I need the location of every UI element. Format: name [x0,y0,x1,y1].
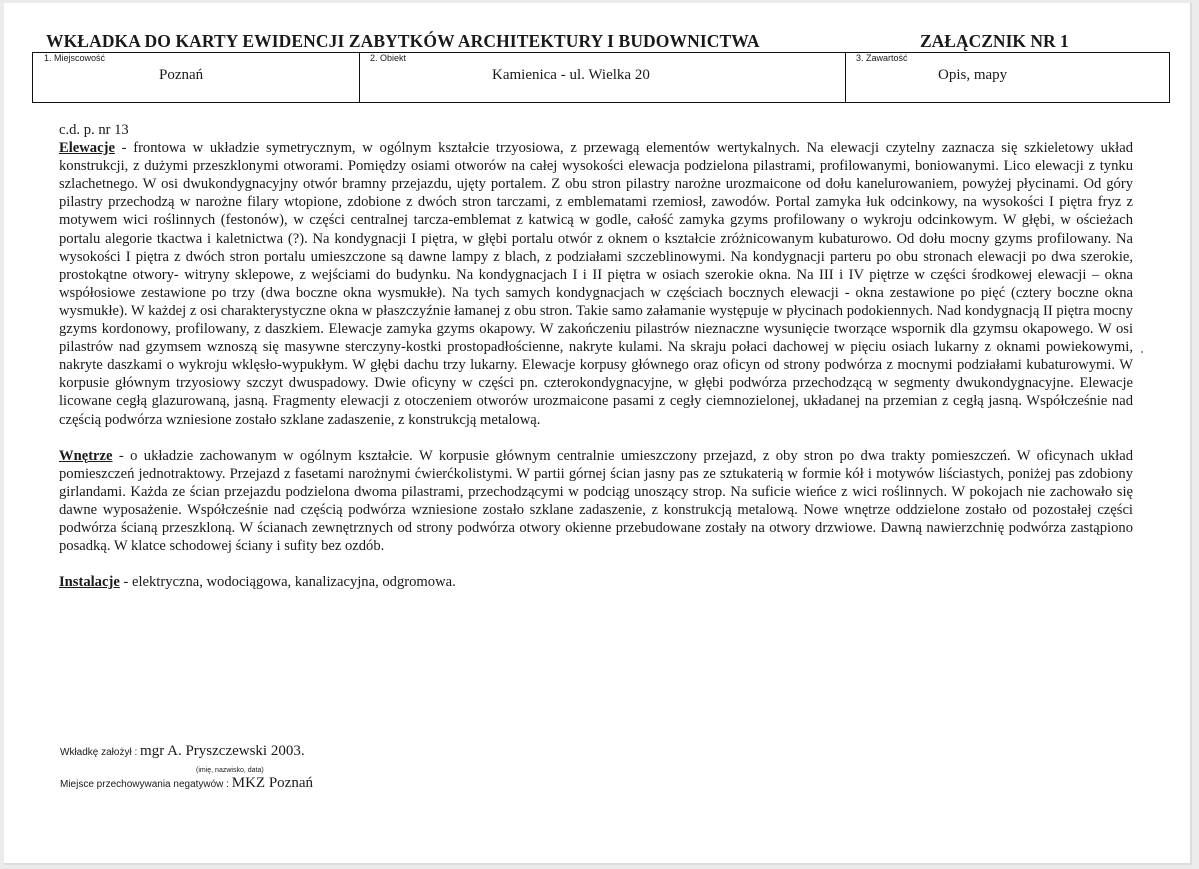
fields-bottom-border [32,102,1170,103]
description-body [59,121,1133,591]
stray-mark [1141,351,1143,353]
field-value-contents: Opis, mapy [938,67,1008,83]
field-value-object: Kamienica - ul. Wielka 20 [492,67,650,83]
interior-paragraph [59,447,1133,556]
continuation-note: c.d. p. nr 13 [59,122,129,138]
field-label-object: 2. Obiekt [370,53,407,63]
elevation-paragraph [59,139,1133,429]
field-border-right [1169,52,1170,103]
author-value: mgr A. Pryszczewski 2003. [140,743,305,759]
field-label-contents: 3. Zawartość [856,53,908,63]
record-card [4,3,1192,865]
author-label: Wkładkę założył : [60,747,138,758]
annex-number: ZAŁĄCZNIK NR 1 [920,31,1069,51]
field-divider-2 [845,52,846,103]
form-title: WKŁADKA DO KARTY EWIDENCJI ZABYTKÓW ARCHITEKTURY I BUDOWNICTWA [46,31,760,51]
storage-line [60,775,313,792]
field-border-left [32,52,33,103]
installations-text: - elektryczna, wodociągowa, kanalizacyjna, odgromowa. [119,574,456,591]
elevation-heading: Elewacje [59,140,115,157]
installations-paragraph [59,573,1133,591]
author-line [60,743,305,760]
elevation-text: - frontowa w układzie symetrycznym, w ogólnym kształcie trzyosiowa, z przewagą elementów wertykalnych. Na elewacji czytelny zaznacza się szkieletowy układ konstrukcji, z dużymi przeszklonymi otworami. Pomiędzy osiami otworów na całej wysokości elewacja podzielona pilastrami, profilowanymi, boniowanymi. Lico elewacji z tynku szlachetnego. W osi dwukondygnacyjny otwór bramny przejazdu, ujęty portalem. Z obu stron pilastry narożne urozmaicone od dołu kanelurowaniem, powyżej płycinami. Od góry pilastry przechodzą w narożne filary wtopione, zdobione z dwóch stron tarczami, z emblematami rzemiosł, zawodów. Portal zamyka łuk odcinkowy, na wysokości I piętra fryz z motywem wici roślinnych (festonów), w części centralnej tarcza-emblemat z katwicą w godle, całość zamyka gzyms profilowany o wykroju odcinkowym. W głębi, w ościeżach portalu alegorie tkactwa i kaletnictwa (?). Na kondygnacji I piętra, w głębi portalu otwór z oknem o kształcie zróżnicowanym kubaturowo. Od dołu mocny gzyms profilowany. Na wysokości I piętra z dwóch stron portalu umieszczone są dawne lampy z blach, z podziałami szczeblinowymi. Na kondygnacji parteru po obu stronach elewacji po dwa szerokie, prostokątne otwory- witryny sklepowe, z wejściami do budynku. Na kondygnacjach I i II piętra w osiach szerokie okna. Na III i IV piętrze w części środkowej elewacji – okna współosiowe zestawione po trzy (dwa boczne okna wysmukłe). Na tych samych kondygnacjach w częściach bocznych elewacji - okna zestawione po pięć (cztery boczne okna wysmukłe). W każdej z osi charakterystyczne okna w płaszczyźnie łamanej z obu stron. Takie samo załamanie występuje w płycinach podokiennych. Nad kondygnacją II piętra mocny gzyms kordonowy, profilowany, z daszkiem. Elewacje zamyka gzyms okapowy. W zakończeniu pilastrów nieznaczne wysunięcie tworzące wspornik dla gzymsu okapowego. W osi pilastrów nad gzymsem wznoszą się masywne sterczyny-kostki prostopadłościenne, nakryte kulami. Na skraju połaci dachowej w pięciu osiach lukarny z oknami powiekowymi, nakryte daszkami o wykroju wklęsło-wypukłym. W głębi dachu trzy lukarny. Elewacje korpusy głównego oraz oficyn od strony podwórza z mocnymi podziałami kubaturowymi. W korpusie głównym trzyosiowy szczyt dwuspadowy. Dwie oficyny w części pn. czterokondygnacyjne, w głębi podwórza przechodzącą w segmenty dwukondygnacyjne. Elewacje licowane cegłą glazurowaną, jasną. Fragmenty elewacji z otoczeniem otworów urozmaicone pasami z cegły ciemnozielonej, układanej na przemian z cegłą jasną. Współcześnie nad częścią podwórza wzniesione zostało szklane zadaszenie, z konstrukcją metalową. [59,140,1133,428]
header-divider [32,52,1170,53]
interior-text: - o układzie zachowanym w ogólnym kształcie. W korpusie głównym centralnie umieszczony przejazd, z oby stron po dwa trakty pomieszczeń. W oficynach układ pomieszczeń jednotraktowy. Przejazd z fasetami narożnymi ćwierćkolistymi. W partii górnej ścian jasny pas ze sztukaterią w formie kół i motywów liściastych, poniżej pas zdobiony girlandami. Każda ze ścian przejazdu podzielona dwoma pilastrami, przechodzącymi w podciąg unoszący strop. Na suficie wieńce z wici roślinnych. W pokojach nie zachowało się dawne wyposażenie. Współcześnie nad częścią podwórza wzniesione zostało szklane zadaszenie, z konstrukcją metalową. Nowe wnętrze oddzielone zostało od pozostałej części podwórza ścianą przeszkloną. W ścianach zewnętrznych od strony podwórza otwory okienne przebudowane zostały na otwory drzwiowe. Dawną nawierzchnię podwórza zastąpiono posadką. W klatce schodowej ściany i sufity bez ozdób. [59,447,1133,555]
storage-value: MKZ Poznań [231,775,313,791]
field-divider-1 [359,52,360,103]
field-value-locality: Poznań [159,67,204,83]
installations-heading: Instalacje [59,574,120,591]
author-note: (imię, nazwisko, data) [196,767,264,774]
interior-heading: Wnętrze [59,447,113,464]
storage-label: Miejsce przechowywania negatywów : [60,779,229,790]
field-label-locality: 1. Miejscowość [44,53,106,63]
